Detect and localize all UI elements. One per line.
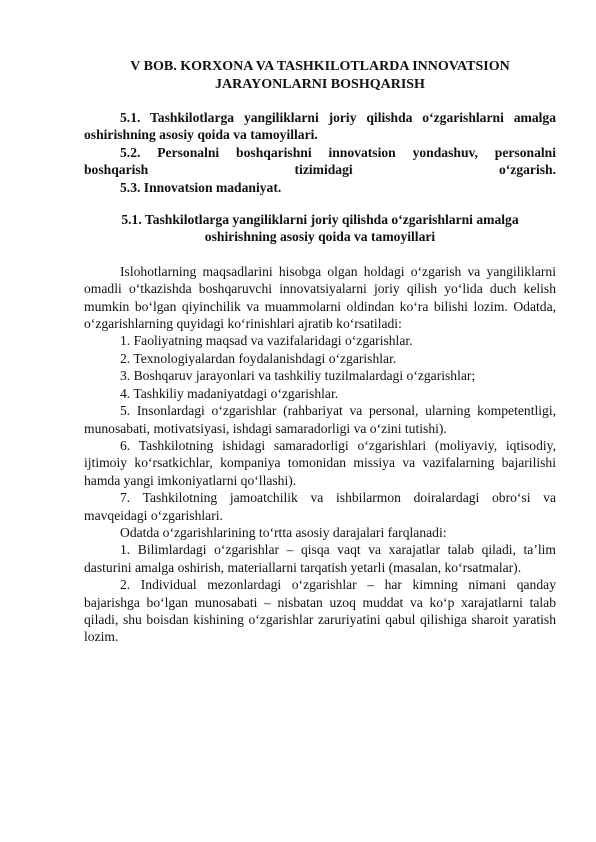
list-item: 1. Faoliyatning maqsad va vazifalaridagi o‘zgarishlar. (120, 333, 413, 349)
list-item: 3. Boshqaruv jarayonlari va tashkiliy tuzilmalardagi o‘zgarishlar; (120, 368, 476, 384)
chapter-contents (84, 109, 556, 196)
contents-item: 5.2. Personalni boshqarishni innovatsion yondashuv, personalni boshqarish tizimidagi o‘zgarish. (84, 144, 556, 178)
section-title: 5.1. Tashkilotlarga yangiliklarni joriy qilishda o‘zgarishlarni amalga oshirishning asosiy qoida va tamoyillari (121, 212, 519, 245)
body-paragraph: Islohotlarning maqsadlarini hisobga olgan holdagi o‘zgarish va yangiliklarni omadli o‘tkazishda boshqaruvchi innovatsiyalarni joriy qilish yo‘lida duch kelish mumkin bo‘lgan qiyinchilik va muammolarni oldindan ko‘ra bilishi lozim. Odatda, o‘zgarishlarning quyidagi ko‘rinishlari ajratib ko‘rsatiladi: (84, 263, 556, 332)
body-paragraph: Odatda o‘zgarishlarining to‘rtta asosiy darajalari farqlanadi: (120, 524, 447, 540)
contents-item: 5.1. Tashkilotlarga yangiliklarni joriy qilishda o‘zgarishlarni amalga oshirishning asosiy qoida va tamoyillari. (84, 110, 556, 143)
list-item: 4. Tashkiliy madaniyatdagi o‘zgarishlar. (120, 385, 339, 401)
list-item: 6. Tashkilotning ishidagi samaradorligi o‘zgarishlari (moliyaviy, iqtisodiy, ijtimoiy ko‘rsatkichlar, kompaniya tomonidan missiya va vazifalarning bajarilishi hamda yangi imkoniyatlarni qo‘llashi). (84, 437, 556, 488)
list-item: 1. Bilimlardagi o‘zgarishlar – qisqa vaqt va xarajatlar talab qiladi, ta’lim dasturini amalga oshirish, materiallarni tarqatish yetarli (masalan, ko‘rsatmalar). (84, 542, 556, 575)
section-body (84, 263, 556, 646)
list-item: 5. Insonlardagi o‘zgarishlar (rahbariyat va personal, ularning kompetentligi, munosabati, motivatsiyasi, ishdagi samaradorligi va o‘zini tutishi). (84, 403, 556, 436)
contents-item: 5.3. Innovatsion madaniyat. (120, 179, 282, 195)
chapter-title: V BOB. KORXONA VA TASHKILOTLARDA INNOVATSION JARAYONLARNI BOSHQARISH (130, 59, 510, 92)
list-item: 2. Individual mezonlardagi o‘zgarishlar – har kimning nimani qanday bajarishga bo‘lgan munosabati – nisbatan uzoq muddat va ko‘p xarajatlarni talab qiladi, shu boisdan kishining o‘zgarishlar zaruriyatini qabul qilishiga sharoit yaratish lozim. (84, 577, 556, 645)
list-item: 2. Texnologiyalardan foydalanishdagi o‘zgarishlar. (120, 350, 397, 366)
list-item: 7. Tashkilotning jamoatchilik va ishbilarmon doiralardagi obro‘si va mavqeidagi o‘zgarishlari. (84, 490, 556, 523)
